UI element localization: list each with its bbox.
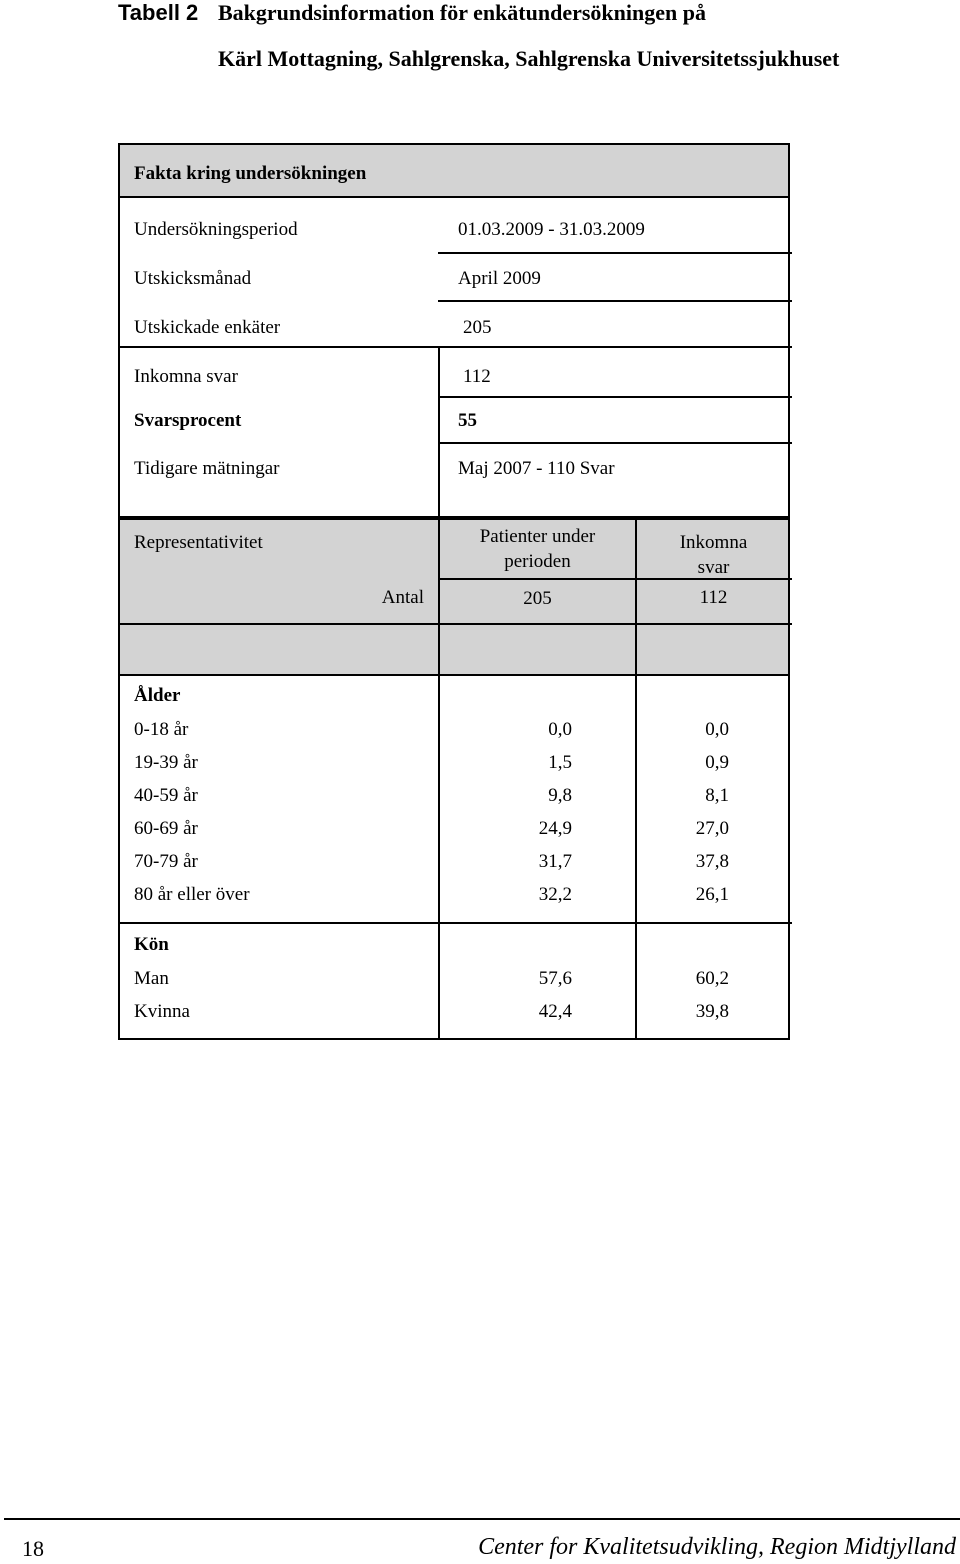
facts-header: Fakta kring undersökningen bbox=[134, 163, 367, 184]
age-row-col2: 0,9 bbox=[705, 752, 729, 773]
age-row-col1: 24,9 bbox=[538, 818, 572, 839]
facts-row-label: Utskickade enkäter bbox=[134, 317, 281, 338]
gender-header: Kön bbox=[134, 934, 169, 955]
age-row-col2: 8,1 bbox=[705, 785, 729, 806]
age-row-label: 19-39 år bbox=[134, 752, 198, 773]
facts-row-divider bbox=[438, 252, 792, 254]
age-row-label: 0-18 år bbox=[134, 719, 189, 740]
age-row-col1: 9,8 bbox=[548, 785, 572, 806]
facts-row-value: 01.03.2009 - 31.03.2009 bbox=[458, 219, 645, 240]
age-row-label: 40-59 år bbox=[134, 785, 198, 806]
facts-row-value: 112 bbox=[463, 366, 491, 387]
age-row-col2: 37,8 bbox=[695, 851, 729, 872]
page-number: 18 bbox=[22, 1536, 44, 1561]
age-row-col2: 26,1 bbox=[695, 884, 729, 905]
facts-row-label: Utskicksmånad bbox=[134, 268, 252, 289]
table-title-line-2: Kärl Mottagning, Sahlgrenska, Sahlgrenska Universitetssjukhuset bbox=[218, 46, 840, 71]
gender-row-col2: 60,2 bbox=[695, 968, 729, 989]
facts-row-label: Undersökningsperiod bbox=[134, 219, 298, 240]
facts-row-value: April 2009 bbox=[458, 268, 541, 289]
age-row-label: 80 år eller över bbox=[134, 884, 250, 905]
age-header: Ålder bbox=[134, 685, 181, 706]
facts-row-label: Inkomna svar bbox=[134, 366, 238, 387]
gender-row-label: Kvinna bbox=[134, 1001, 190, 1022]
facts-row-divider bbox=[438, 396, 792, 398]
rep-row-divider bbox=[118, 623, 792, 625]
age-row-col1: 32,2 bbox=[538, 884, 572, 905]
facts-row-divider bbox=[438, 442, 792, 444]
age-row-col2: 27,0 bbox=[695, 818, 729, 839]
rep-col2-header-line1: Inkomna bbox=[679, 532, 748, 553]
age-row-col1: 0,0 bbox=[548, 719, 572, 740]
gender-row-label: Man bbox=[134, 968, 169, 989]
facts-row-divider bbox=[118, 346, 792, 348]
gender-row-col2: 39,8 bbox=[695, 1001, 729, 1022]
gender-row-col1: 42,4 bbox=[538, 1001, 572, 1022]
age-row-label: 70-79 år bbox=[134, 851, 198, 872]
facts-row-value: 55 bbox=[458, 410, 477, 431]
demographics-section-divider bbox=[118, 922, 792, 924]
rep-col2-header-line2: svar bbox=[697, 557, 730, 578]
antal-label: Antal bbox=[381, 587, 424, 608]
rep-col1-header-line1: Patienter under bbox=[479, 526, 596, 547]
facts-row-value: 205 bbox=[463, 317, 492, 338]
facts-row-label: Tidigare mätningar bbox=[134, 458, 280, 479]
facts-column-divider bbox=[438, 346, 440, 518]
table-label: Tabell 2 bbox=[118, 0, 199, 25]
antal-col1: 205 bbox=[523, 588, 552, 609]
age-row-label: 60-69 år bbox=[134, 818, 198, 839]
footer-organization: Center for Kvalitetsudvikling, Region Midtjylland bbox=[478, 1534, 956, 1560]
table-title-line-1: Bakgrundsinformation för enkätundersökningen på bbox=[218, 0, 706, 25]
antal-col2: 112 bbox=[699, 587, 728, 608]
representativity-label: Representativitet bbox=[134, 532, 263, 553]
age-row-col1: 1,5 bbox=[548, 752, 572, 773]
facts-row-divider bbox=[438, 300, 792, 302]
footer-rule bbox=[4, 1518, 960, 1520]
facts-row-label: Svarsprocent bbox=[134, 410, 242, 431]
facts-row-value: Maj 2007 - 110 Svar bbox=[458, 458, 615, 479]
rep-col1-header-line2: perioden bbox=[504, 551, 571, 572]
age-row-col1: 31,7 bbox=[538, 851, 572, 872]
gender-row-col1: 57,6 bbox=[538, 968, 572, 989]
age-row-col2: 0,0 bbox=[705, 719, 729, 740]
